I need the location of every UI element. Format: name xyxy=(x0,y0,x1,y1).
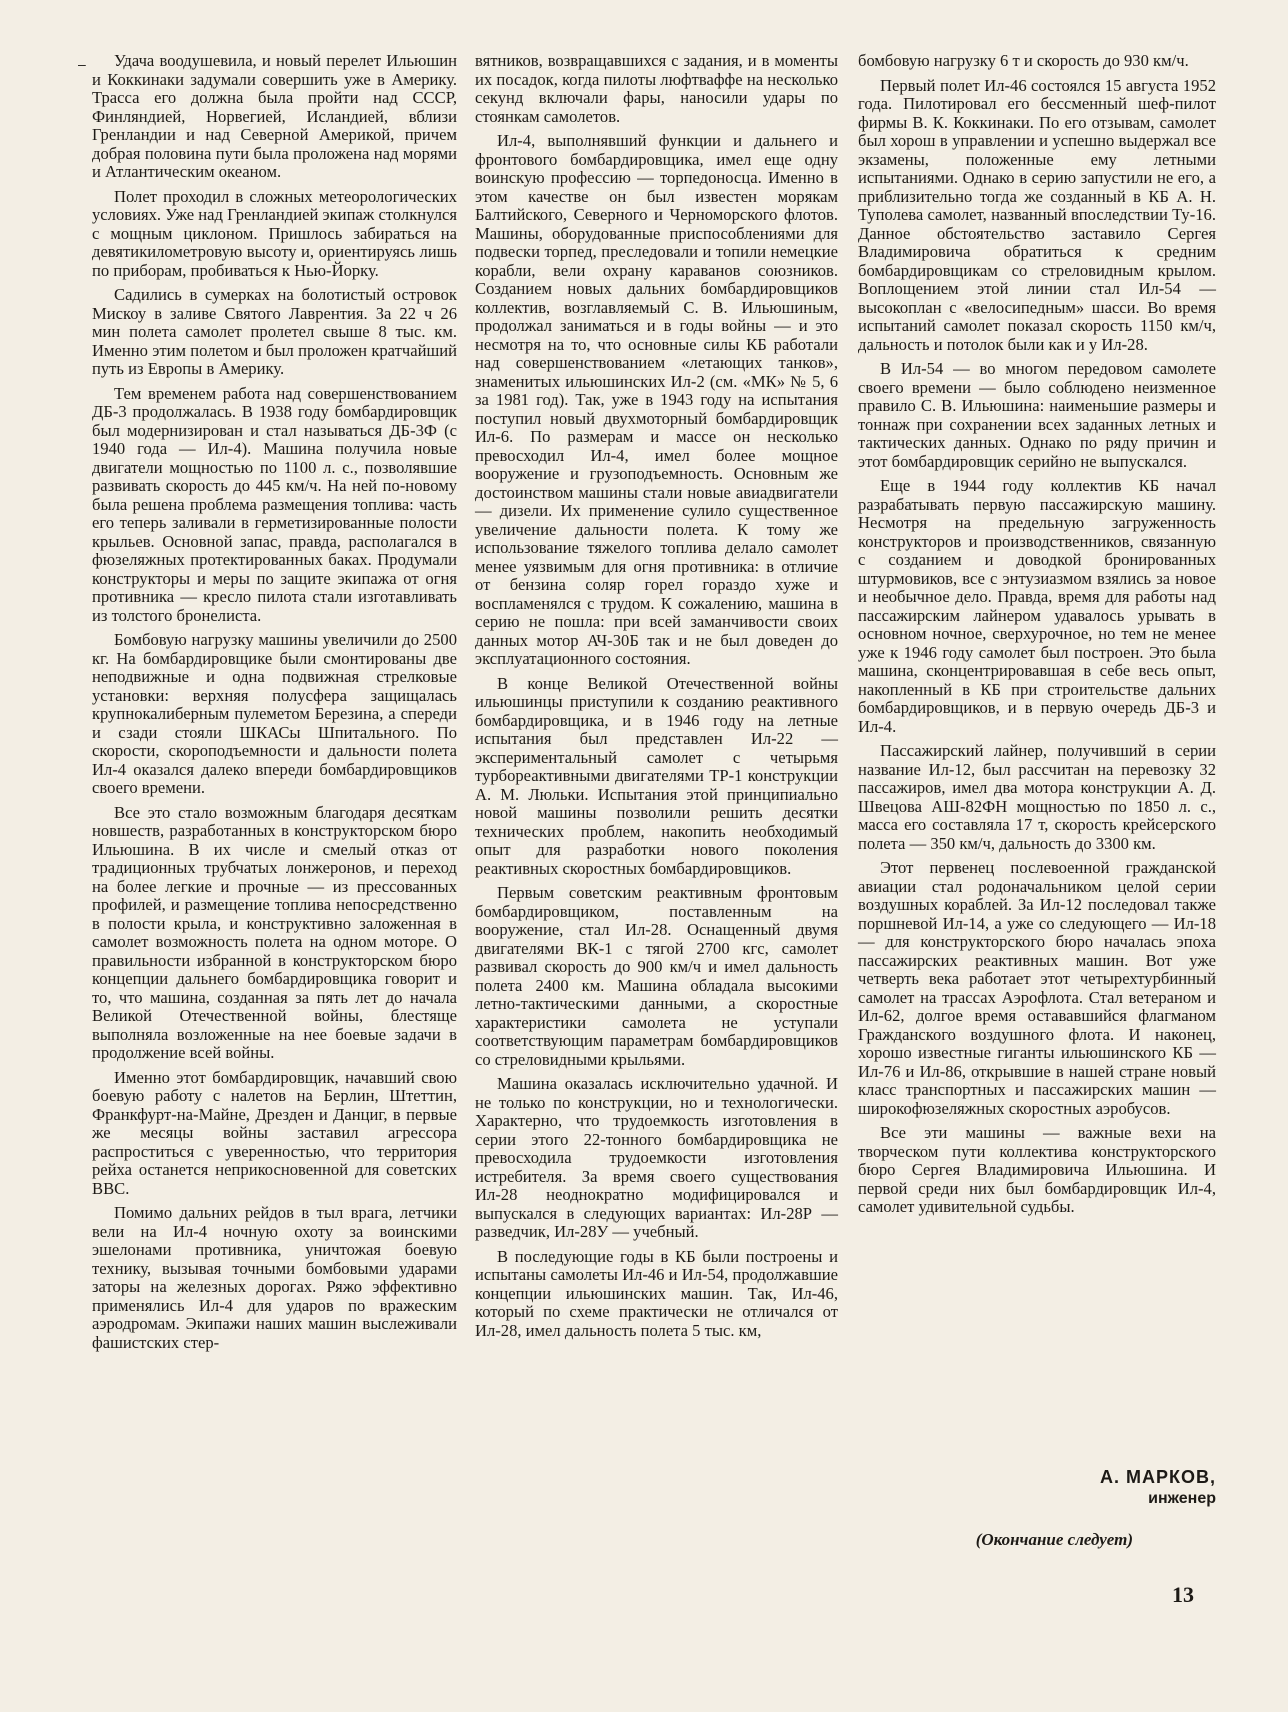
text-column-2 xyxy=(475,52,838,1346)
paragraph: В Ил-54 — во многом передовом самолете своего времени — было соблюдено неизменное правило С. В. Ильюшина: наименьшие размеры и тоннаж при сохранении всех заданных летных и тактических данных. Однако по ряду причин и этот бомбардировщик серийно не выпускался. xyxy=(858,359,1216,471)
paragraph: Еще в 1944 году коллектив КБ начал разрабатывать первую пассажирскую машину. Несмотря на предельную загруженность конструкторов и производственников, связанную с созданием и доводкой бронированных штурмовиков, все с энтузиазмом взялись за новое и необычное дело. Правда, время для работы над пассажирским лайнером удавалось урывать в основном ночное, сверхурочное, но тем не менее уже к 1946 году самолет был построен. Это была машина, сконцентрировавшая в себе весь опыт, накопленный в КБ при строительстве дальних бомбардировщиков, и в первую очередь ДБ-3 и Ил-4. xyxy=(858,476,1216,736)
paragraph: Первым советским реактивным фронтовым бомбардировщиком, поставленным на вооружение, стал Ил-28. Оснащенный двумя двигателями ВК-1 с тягой 2700 кгс, самолет развивал скорость до 900 км/ч и имел дальность полета 2400 км. Машина обладала высокими летно-тактическими данными, а скоростные характеристики самолета не уступали соответствующим параметрам бомбардировщиков со стреловидными крыльями. xyxy=(475,883,838,1069)
paragraph: Все эти машины — важные вехи на творческом пути коллектива конструкторского бюро Сергея Владимировича Ильюшина. И первой среди них был бомбардировщик Ил-4, самолет удивительной судьбы. xyxy=(858,1123,1216,1216)
paragraph: Пассажирский лайнер, получивший в серии название Ил-12, был рассчитан на перевозку 32 пассажиров, имел два мотора конструкции А. Д. Швецова АШ-82ФН мощностью по 1850 л. с., масса его составляла 17 т, скорость крейсерского полета — 350 км/ч, дальность до 3300 км. xyxy=(858,741,1216,853)
text-column-3 xyxy=(858,52,1216,1223)
paragraph: бомбовую нагрузку 6 т и скорость до 930 км/ч. xyxy=(858,51,1189,70)
continued-note: (Окончание следует) xyxy=(975,1530,1133,1549)
paragraph: вятников, возвращавшихся с задания, и в моменты их посадок, когда пилоты люфтваффе на несколько секунд включали фары, наносили удары по стоянкам самолетов. xyxy=(475,51,838,126)
text-column-1 xyxy=(92,52,457,1358)
paragraph: Ил-4, выполнявший функции и дальнего и фронтового бомбардировщика, имел еще одну воинскую профессию — торпедоносца. Именно в этом качестве он был известен морякам Балтийского, Северного и Черноморского флотов. Машины, оборудованные приспособлениями для подвески торпед, преследовали и топили немецкие корабли, вели охрану караванов союзников. Созданием новых дальних бомбардировщиков коллектив, возглавляемый С. В. Ильюшиным, продолжал заниматься и в годы войны — и это несмотря на то, что основные силы КБ работали над совершенствованием «летающих танков», знаменитых ильюшинских Ил-2 (см. «МК» № 5, 6 за 1981 год). Так, уже в 1943 году на испытания поступил новый двухмоторный бомбардировщик Ил-6. По размерам и массе он несколько превосходил Ил-4, имел более мощное вооружение и грузоподъемность. Основным же достоинством машины стали новые авиадвигатели — дизели. Их применение сулило существенное увеличение дальности полета. К тому же использование тяжелого топлива делало самолет менее уязвимым для огня противника: в отличие от бензина соляр горел гораздо хуже и воспламенялся с трудом. К сожалению, машина в серию не пошла: при всей заманчивости своих данных мотор АЧ-30Б так и не был доведен до эксплуатационного состояния. xyxy=(475,131,838,668)
paragraph: Первый полет Ил-46 состоялся 15 августа 1952 года. Пилотировал его бессменный шеф-пилот фирмы В. К. Коккинаки. По его отзывам, самолет был хорош в управлении и успешно выдержал все экзамены, положенные ему летными испытаниями. Однако в серию запустили не его, а приблизительно тогда же созданный в КБ А. Н. Туполева самолет, названный впоследствии Ту-16. Данное обстоятельство заставило Сергея Владимировича обратиться к средним бомбардировщикам со стреловидным крылом. Воплощением этой линии стал Ил-54 — высокоплан с «велосипедным» шасси. Во время испытаний самолет показал скорость 1150 км/ч, дальность и потолок были как и у Ил-28. xyxy=(858,75,1216,354)
paragraph: Именно этот бомбардировщик, начавший свою боевую работу с налетов на Берлин, Штеттин, Франкфурт-на-Майне, Дрезден и Данциг, в первые же месяцы войны заставил агрессора распроститься с уверенностью, что территория рейха останется неприкосновенной для советских ВВС. xyxy=(92,1067,457,1198)
paragraph: Все это стало возможным благодаря десяткам новшеств, разработанных в конструкторском бюро Ильюшина. В их числе и смелый отказ от традиционных трубчатых лонжеронов, и переход на более легкие и прочные — из прессованных профилей, и размещение топлива непосредственно в полости крыла, и конструктивно заложенная в самолет возможность полета на одном моторе. О правильности избранной в конструкторском бюро концепции дальнего бомбардировщика говорит и то, что машина, созданная за пять лет до начала Великой Отечественной войны, блестяще выполняла возложенные на нее боевые задачи в продолжение всей войны. xyxy=(92,802,457,1062)
paragraph: Машина оказалась исключительно удачной. И не только по конструкции, но и технологически. Характерно, что трудоемкость изготовления в серии этого 22-тонного бомбардировщика не превосходила трудоемкости изготовления истребителя. За время своего существования Ил-28 неоднократно модифицировался и выпускался в следующих вариантах: Ил-28Р — разведчик, Ил-28У — учебный. xyxy=(475,1074,838,1241)
paragraph: Удача воодушевила, и новый перелет Ильюшин и Коккинаки задумали совершить уже в Америку. Трасса его должна была пройти над СССР, Финляндией, Норвегией, Исландией, вблизи Гренландии и над Северной Америкой, причем добрая половина пути была проложена над морями и Атлантическим океаном. xyxy=(92,51,457,181)
paragraph: Этот первенец послевоенной гражданской авиации стал родоначальником целой серии воздушных кораблей. За Ил-12 последовал также поршневой Ил-14, а уже со следующего — Ил-18 — для конструкторского бюро началась эпоха пассажирских реактивных машин. Вот уже четверть века работает этот четырехтурбинный самолет на трассах Аэрофлота. Стал ветераном и Ил-62, долгое время остававшийся флагманом Гражданского воздушного флота. И наконец, хорошо известные гиганты ильюшинского КБ — Ил-76 и Ил-86, открывшие в нашей стране новый класс транспортных и пассажирских машин — широкофюзеляжных скоростных аэробусов. xyxy=(858,858,1216,1118)
paragraph: Бомбовую нагрузку машины увеличили до 2500 кг. На бомбардировщике были смонтированы две неподвижные и одна подвижная стрелковые установки: верхняя полусфера защищалась крупнокалиберным пулеметом Березина, а спереди и сзади стояли ШКАСы Шпитального. По скорости, скороподъемности и дальности полета Ил-4 оказался далеко впереди бомбардировщиков своего времени. xyxy=(92,630,457,797)
paragraph: В последующие годы в КБ были построены и испытаны самолеты Ил-46 и Ил-54, продолжавшие концепции ильюшинских машин. Так, Ил-46, который по схеме практически не отличался от Ил-28, имел дальность полета 5 тыс. км, xyxy=(475,1246,838,1340)
author-role: инженер xyxy=(1148,1490,1216,1507)
margin-mark: – xyxy=(78,56,86,72)
author-name: А. МАРКОВ, xyxy=(1100,1467,1216,1487)
paragraph: Полет проходил в сложных метеорологических условиях. Уже над Гренландией экипаж столкнулся с мощным циклоном. Пришлось забираться на девятикилометровую высоту и, ориентируясь лишь по приборам, пробиваться к Нью-Йорку. xyxy=(92,186,457,280)
paragraph: Садились в сумерках на болотистый островок Мискоу в заливе Святого Лаврентия. За 22 ч 26 мин полета самолет пролетел свыше 8 тыс. км. Именно этим полетом и был проложен кратчайший путь из Европы в Америку. xyxy=(92,285,457,378)
paragraph: Помимо дальних рейдов в тыл врага, летчики вели на Ил-4 ночную охоту за воинскими эшелонами противника, уничтожая боевую технику, вызывая точными бомбовыми ударами заторы на железных дорогах. Ряжо эффективно применялись Ил-4 для ударов по вражеским аэродромам. Экипажи наших машин выслеживали фашистских стер- xyxy=(92,1203,457,1352)
page-number: 13 xyxy=(1172,1582,1194,1607)
paragraph: Тем временем работа над совершенствованием ДБ-3 продолжалась. В 1938 году бомбардировщик был модернизирован и стал называться ДБ-3Ф (с 1940 года — Ил-4). Машина получила новые двигатели мощностью по 1100 л. с., позволявшие развивать скорость до 445 км/ч. На ней по-новому была решена проблема размещения топлива: часть его теперь заливали в герметизированные полости крыльев. Основной запас, правда, располагался в фюзеляжных протектированных баках. Продумали конструкторы и меры по защите экипажа от огня противника — кресло пилота стали изготавливать из толстого бронелиста. xyxy=(92,383,457,625)
author-signature xyxy=(1058,1465,1216,1509)
paragraph: В конце Великой Отечественной войны ильюшинцы приступили к созданию реактивного бомбардировщика, и в 1946 году на летные испытания был представлен Ил-22 — экспериментальный самолет с четырьмя турбореактивными двигателями ТР-1 конструкции А. М. Люльки. Испытания этой принципиально новой машины позволили решить десятки технических проблем, накопить необходимый опыт для разработки нового поколения реактивных скоростных бомбардировщиков. xyxy=(475,673,838,878)
